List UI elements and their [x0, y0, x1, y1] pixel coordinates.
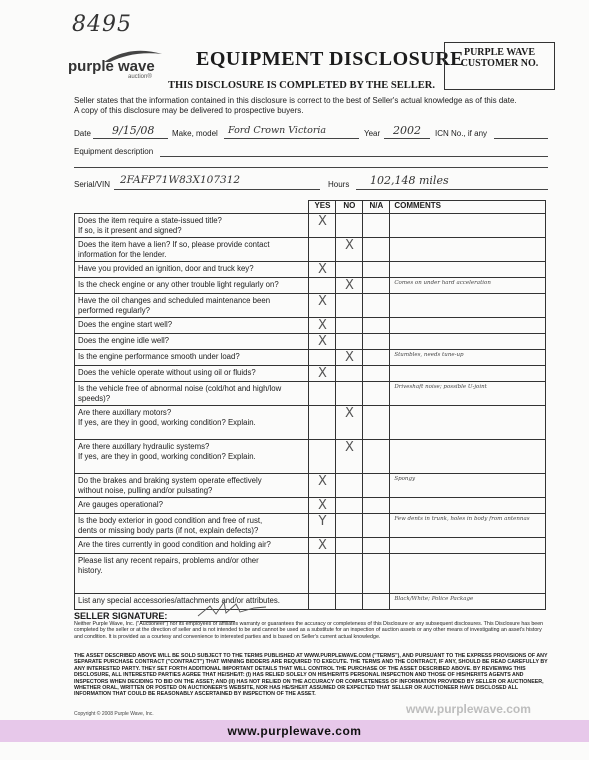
header-no: NO — [336, 201, 363, 214]
no-cell[interactable] — [336, 262, 363, 278]
table-body — [75, 214, 546, 610]
question-cell: Does the engine idle well? — [75, 334, 309, 350]
na-cell[interactable] — [363, 498, 390, 514]
table-row — [75, 238, 546, 262]
comment-cell[interactable] — [390, 406, 546, 440]
yes-cell[interactable] — [309, 406, 336, 440]
question-cell: Does the vehicle operate without using oil or fluids? — [75, 366, 309, 382]
header-blank — [75, 201, 309, 214]
table-row — [75, 594, 546, 610]
comment-cell[interactable] — [390, 538, 546, 554]
yes-cell[interactable] — [309, 594, 336, 610]
yes-cell[interactable]: X — [309, 366, 336, 382]
table-row — [75, 294, 546, 318]
na-cell[interactable] — [363, 474, 390, 498]
table-row — [75, 538, 546, 554]
comment-cell[interactable] — [390, 262, 546, 278]
question-cell: Is the body exterior in good condition and free of rust, dents or missing body parts (if not, explain defects)? — [75, 514, 309, 538]
yes-cell[interactable]: X — [309, 538, 336, 554]
icn-field[interactable] — [494, 137, 548, 139]
question-cell: Does the engine start well? — [75, 318, 309, 334]
header-comments: COMMENTS — [390, 201, 546, 214]
na-cell[interactable] — [363, 594, 390, 610]
yes-cell[interactable] — [309, 554, 336, 594]
question-cell: Are gauges operational? — [75, 498, 309, 514]
no-cell[interactable] — [336, 594, 363, 610]
no-cell[interactable] — [336, 294, 363, 318]
question-cell: Are the tires currently in good condition and holding air? — [75, 538, 309, 554]
question-cell: Is the engine performance smooth under load? — [75, 350, 309, 366]
date-underline — [93, 137, 168, 139]
table-row — [75, 474, 546, 498]
comment-cell[interactable] — [390, 554, 546, 594]
equipment-description-field[interactable] — [160, 155, 548, 157]
na-cell[interactable] — [363, 334, 390, 350]
handwritten-number: 8495 — [72, 12, 132, 37]
table-header-row — [75, 201, 546, 214]
question-cell: Does the item have a lien? If so, please provide contact information for the lender. — [75, 238, 309, 262]
yes-cell[interactable]: X — [309, 214, 336, 238]
table-row — [75, 318, 546, 334]
yes-cell[interactable] — [309, 382, 336, 406]
intro-text — [74, 96, 564, 116]
icn-label: ICN No., if any — [435, 129, 488, 138]
yes-cell[interactable]: X — [309, 474, 336, 498]
no-cell[interactable] — [336, 366, 363, 382]
no-cell[interactable] — [336, 318, 363, 334]
na-cell[interactable] — [363, 278, 390, 294]
comment-cell[interactable]: Driveshaft noise; possible U-joint — [390, 382, 546, 406]
yes-cell[interactable]: Y — [309, 514, 336, 538]
comment-cell[interactable] — [390, 214, 546, 238]
comment-cell[interactable] — [390, 498, 546, 514]
intro-line-2: A copy of this disclosure may be delivered to prospective buyers. — [74, 106, 304, 115]
no-cell[interactable] — [336, 498, 363, 514]
comment-cell[interactable] — [390, 440, 546, 474]
na-cell[interactable] — [363, 382, 390, 406]
na-cell[interactable] — [363, 366, 390, 382]
table-row — [75, 554, 546, 594]
na-cell[interactable] — [363, 514, 390, 538]
logo-text: purple wave — [68, 58, 155, 75]
no-cell[interactable] — [336, 382, 363, 406]
yes-cell[interactable]: X — [309, 334, 336, 350]
seller-signature-label: SELLER SIGNATURE: — [74, 611, 168, 621]
equipment-description-label: Equipment description — [74, 147, 154, 156]
page-title: EQUIPMENT DISCLOSURE — [196, 48, 465, 70]
year-label: Year — [364, 129, 381, 138]
table-row — [75, 366, 546, 382]
intro-line-1: Seller states that the information contained in this disclosure is correct to the best of Seller's actual knowledge as of this date. — [74, 96, 517, 105]
customer-number-box — [444, 42, 555, 90]
comment-cell[interactable]: Stumbles, needs tune-up — [390, 350, 546, 366]
no-cell[interactable]: X — [336, 278, 363, 294]
table-row — [75, 498, 546, 514]
question-cell: Are there auxillary hydraulic systems? If yes, are they in good, working condition? Explain. — [75, 440, 309, 474]
no-cell[interactable]: X — [336, 238, 363, 262]
comment-cell[interactable]: Comes on under hard acceleration — [390, 278, 546, 294]
yes-cell[interactable]: X — [309, 318, 336, 334]
serial-vin-label: Serial/VIN — [74, 180, 111, 189]
na-cell[interactable] — [363, 294, 390, 318]
make-model-label: Make, model — [172, 129, 218, 138]
serial-vin-underline — [114, 188, 320, 190]
na-cell[interactable] — [363, 214, 390, 238]
yes-cell[interactable] — [309, 238, 336, 262]
comment-cell[interactable] — [390, 238, 546, 262]
header-na: N/A — [363, 201, 390, 214]
website-watermark: www.purplewave.com — [406, 702, 531, 716]
na-cell[interactable] — [363, 440, 390, 474]
question-cell: Have you provided an ignition, door and truck key? — [75, 262, 309, 278]
comment-cell[interactable]: Black/White; Police Package — [390, 594, 546, 610]
yes-cell[interactable] — [309, 440, 336, 474]
question-cell: Are there auxillary motors? If yes, are they in good, working condition? Explain. — [75, 406, 309, 440]
no-cell[interactable] — [336, 214, 363, 238]
no-cell[interactable]: X — [336, 406, 363, 440]
question-cell: Is the check engine or any other trouble light regularly on? — [75, 278, 309, 294]
question-cell: Please list any recent repairs, problems and/or other history. — [75, 554, 309, 594]
na-cell[interactable] — [363, 350, 390, 366]
comment-cell[interactable] — [390, 294, 546, 318]
no-cell[interactable] — [336, 514, 363, 538]
table-row — [75, 382, 546, 406]
date-label: Date — [74, 129, 91, 138]
no-cell[interactable]: X — [336, 440, 363, 474]
na-cell[interactable] — [363, 538, 390, 554]
table-row — [75, 214, 546, 238]
customer-box-line2: CUSTOMER NO. — [460, 58, 539, 69]
comment-cell[interactable] — [390, 318, 546, 334]
comment-cell[interactable]: Few dents in trunk, holes in body from antennas — [390, 514, 546, 538]
table-row — [75, 350, 546, 366]
question-cell: Have the oil changes and scheduled maintenance been performed regularly? — [75, 294, 309, 318]
no-cell[interactable] — [336, 474, 363, 498]
footer-url-link[interactable]: www.purplewave.com — [227, 724, 362, 738]
no-cell[interactable] — [336, 554, 363, 594]
question-cell: Is the vehicle free of abnormal noise (cold/hot and high/low speeds)? — [75, 382, 309, 406]
make-model-underline — [224, 137, 359, 139]
logo-subtext: auction® — [128, 74, 152, 80]
purple-wave-logo — [68, 50, 164, 84]
table-row — [75, 334, 546, 350]
no-cell[interactable] — [336, 334, 363, 350]
disclaimer-paragraph: Neither Purple Wave, Inc. ("Auctioneer") nor its employees or affiliates warranty or guarantees the accuracy or completeness of this Disclosure or any subsequent disclosures. This Disclosure has been completed by the seller or at the direction of seller and is not intended to be and cannot be used as a substitute for an inspection of auction assets or any other means of investigating an asset's history and condition. It is provided as a courtesy and convenience to interested parties and is based on Seller's current actual knowledge. — [74, 621, 544, 640]
header-yes: YES — [309, 201, 336, 214]
yes-cell[interactable]: X — [309, 294, 336, 318]
question-cell: Does the item require a state-issued title? If so, is it present and signed? — [75, 214, 309, 238]
seller-signature-scribble — [196, 598, 268, 620]
na-cell[interactable] — [363, 238, 390, 262]
disclosure-table — [74, 200, 546, 610]
customer-box-line1: PURPLE WAVE — [463, 47, 536, 58]
yes-cell[interactable]: X — [309, 262, 336, 278]
table-row — [75, 406, 546, 440]
hours-label: Hours — [328, 180, 350, 189]
hours-field[interactable]: 102,148 miles — [370, 174, 449, 187]
comment-cell[interactable] — [390, 366, 546, 382]
equipment-description-line2 — [74, 166, 548, 168]
year-underline — [384, 137, 430, 139]
no-cell[interactable]: X — [336, 350, 363, 366]
date-field[interactable]: 9/15/08 — [112, 124, 155, 137]
terms-paragraph: THE ASSET DESCRIBED ABOVE WILL BE SOLD SUBJECT TO THE TERMS PUBLISHED AT WWW.PURPLEWAVE.COM ("TERMS"), AND PURSUANT TO THE EXPRESS PROVISIONS OF ANY SEPARATE PURCHASE CONTRACT ("CONTRACT") THAT WINNING BIDDERS ARE REQUIRED TO EXECUTE. THE TERMS AND THE CONTRACT, IF ANY, SHOULD BE READ CAREFULLY BY ANY INTERESTED PARTY. THEY SET FORTH ADDITIONAL IMPORTANT DETAILS THAT WILL CONTROL THE PURCHASE OF THE ASSET DESCRIBED ABOVE. BY REVIEWING THIS DISCLOSURE, ALL INTERESTED PARTIES AGREE THAT HE/SHE/IT: (I) HAS RELIED SOLELY ON HIS/HER/ITS PERSONAL INSPECTION AND THOSE OF HIS/HER/ITS AGENTS AND INSPECTORS WHEN DECIDING TO BID ON THE ASSET; AND (II) HAS NOT RELIED ON THE ACCURACY OR COMPLETENESS OF INFORMATION PROVIDED BY SELLER OR AUCTIONEER, WHETHER ORAL, WRITTEN OR POSTED ON AUCTIONEER'S WEBSITE, NOR HAS HE/SHE/IT ASSUMED OR EXPECTED THAT SELLER OR AUCTIONEER HAVE DISCLOSED ALL INFORMATION THAT COULD BE REASONABLY ASCERTAINED BY INSPECTION OF THE ASSET. — [74, 653, 548, 698]
yes-cell[interactable] — [309, 350, 336, 366]
na-cell[interactable] — [363, 554, 390, 594]
na-cell[interactable] — [363, 262, 390, 278]
yes-cell[interactable] — [309, 278, 336, 294]
serial-vin-field[interactable]: 2FAFP71W83X107312 — [120, 174, 241, 186]
page-subtitle: THIS DISCLOSURE IS COMPLETED BY THE SELLER. — [168, 80, 435, 91]
copyright-text: Copyright © 2008 Purple Wave, Inc. — [74, 711, 154, 717]
table-row — [75, 278, 546, 294]
yes-cell[interactable]: X — [309, 498, 336, 514]
comment-cell[interactable]: Spongy — [390, 474, 546, 498]
table-row — [75, 262, 546, 278]
table-row — [75, 514, 546, 538]
hours-underline — [356, 188, 548, 190]
comment-cell[interactable] — [390, 334, 546, 350]
question-cell: Do the brakes and braking system operate effectively without noise, pulling and/or pulsating? — [75, 474, 309, 498]
table-row — [75, 440, 546, 474]
question-cell: List any special accessories/attachments and/or attributes. — [75, 594, 309, 610]
na-cell[interactable] — [363, 406, 390, 440]
footer-bar — [0, 720, 589, 742]
make-model-field[interactable]: Ford Crown Victoria — [228, 125, 327, 136]
na-cell[interactable] — [363, 318, 390, 334]
no-cell[interactable] — [336, 538, 363, 554]
year-field[interactable]: 2002 — [393, 124, 421, 137]
